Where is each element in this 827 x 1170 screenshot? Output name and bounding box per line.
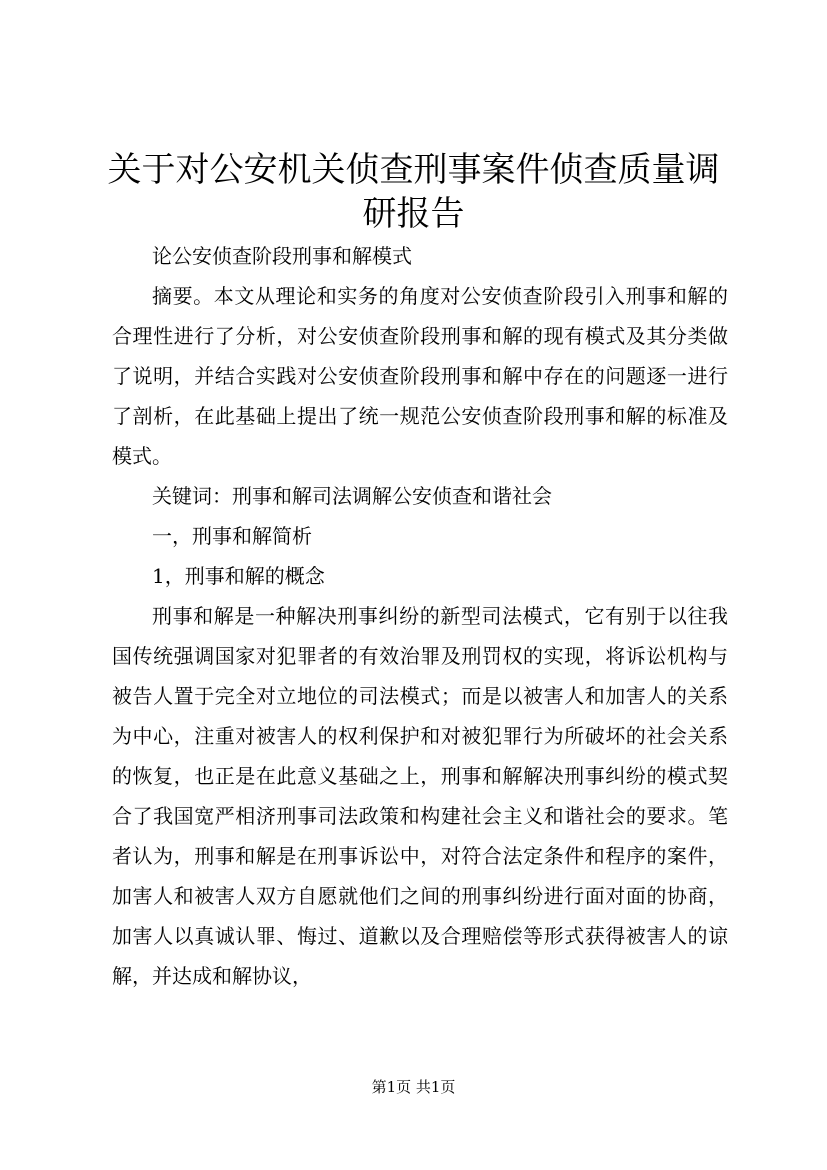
body-paragraph: 刑事和解是一种解决刑事纠纷的新型司法模式，它有别于以往我国传统强调国家对犯罪者的有效治罪及刑罚权的实现，将诉讼机构与被告人置于完全对立地位的司法模式；而是以被害人和加害人的关系为中心，注重对被害人的权利保护和对被犯罪行为所破坏的社会关系的恢复，也正是在此意义基础之上，刑事和解解决刑事纠纷的模式契合了我国宽严相济刑事司法政策和构建社会主义和谐社会的要求。笔者认为，刑事和解是在刑事诉讼中，对符合法定条件和程序的案件，加害人和被害人双方自愿就他们之间的刑事纠纷进行面对面的协商，加害人以真诚认罪、悔过、道歉以及合理赔偿等形式获得被害人的谅解，并达成和解协议， <box>112 604 728 988</box>
page-footer: 第1页 共1页 <box>371 1078 456 1096</box>
abstract-paragraph: 摘要。本文从理论和实务的角度对公安侦查阶段引入刑事和解的合理性进行了分析，对公安侦查阶段刑事和解的现有模式及其分类做了说明，并结合实践对公安侦查阶段刑事和解中存在的问题逐一进行了剖析，在此基础上提出了统一规范公安侦查阶段刑事和解的标准及模式。 <box>112 284 728 468</box>
subtitle-paragraph: 论公安侦查阶段刑事和解模式 <box>152 244 412 268</box>
section-heading: 一，刑事和解简析 <box>152 524 312 548</box>
document-title: 关于对公安机关侦查刑事案件侦查质量调研报告 <box>107 150 720 234</box>
document-body <box>112 236 728 996</box>
subsection-heading: 1，刑事和解的概念 <box>152 564 325 588</box>
keywords-paragraph: 关键词：刑事和解司法调解公安侦查和谐社会 <box>152 484 552 508</box>
